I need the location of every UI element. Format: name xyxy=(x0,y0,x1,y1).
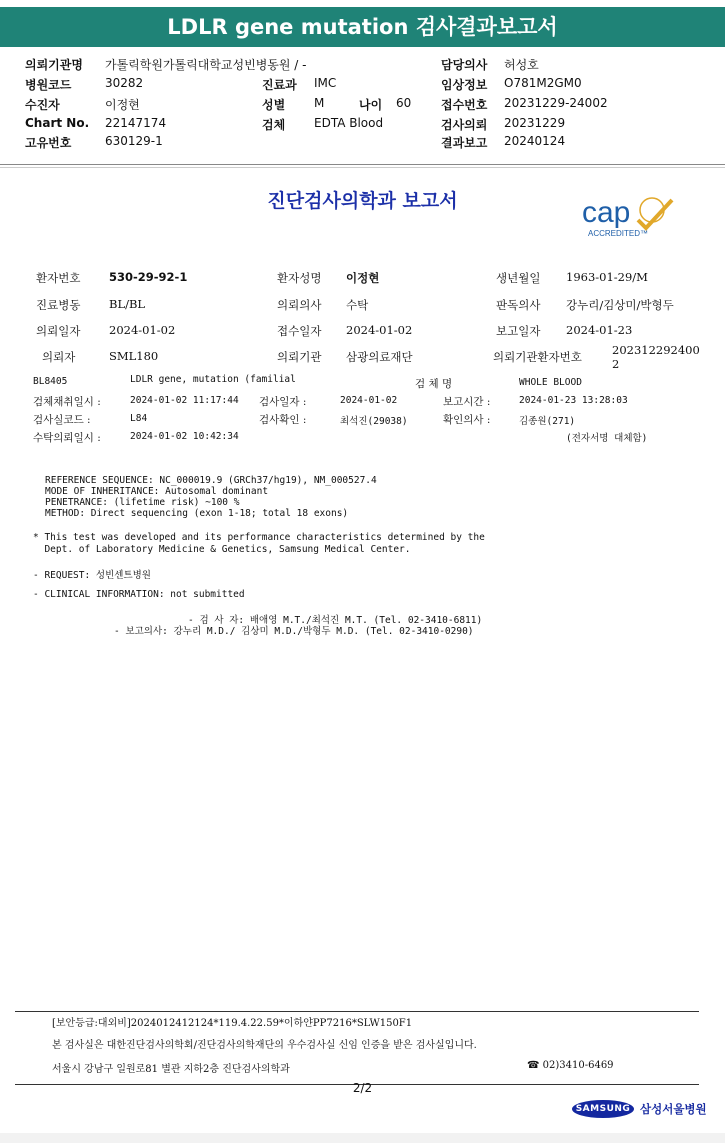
phone-line: ☎ 02)3410-6469 xyxy=(527,1060,614,1071)
info-label: 접수일자 xyxy=(277,324,322,338)
info-label: 진료병동 xyxy=(36,298,81,312)
header-label: 임상정보 xyxy=(441,78,488,92)
header-value: EDTA Blood xyxy=(314,116,384,130)
cap-logo-word: cap xyxy=(582,196,631,229)
header-divider-shadow xyxy=(0,167,725,168)
info-label: 의뢰기관환자번호 xyxy=(493,350,582,364)
header-value: 30282 xyxy=(105,76,144,90)
samsung-logo: SAMSUNG xyxy=(572,1100,634,1118)
info-label: 의뢰일자 xyxy=(36,324,81,338)
header-value: 20231229 xyxy=(504,116,566,130)
meta-label: 검사일자 : xyxy=(259,396,307,408)
info-value: 2024-01-02 xyxy=(109,323,176,337)
tester-line: - 검 사 자: 배애영 M.T./최석진 M.T. (Tel. 02-3410-6811) xyxy=(188,615,483,626)
test-name: LDLR gene, mutation (familial xyxy=(130,374,296,385)
info-value: 2024-01-02 xyxy=(346,323,413,337)
address-line: 서울시 강남구 일원로81 별관 지하2층 진단검사의학과 xyxy=(52,1064,290,1075)
header-value: 가톨릭학원가톨릭대학교성빈병동원 / - xyxy=(105,58,307,72)
header-value: 20231229-24002 xyxy=(504,96,608,110)
body-line: METHOD: Direct sequencing (exon 1-18; total 18 exons) xyxy=(45,508,349,519)
meta-value: 2024-01-02 xyxy=(340,395,398,406)
security-line: [보안등급:대외비]2024012412124*119.4.22.59*이하얀PP7216*SLW150F1 xyxy=(52,1018,413,1029)
header-divider xyxy=(0,164,725,165)
meta-label: 보고시간 : xyxy=(443,396,491,408)
info-value: 삼광의료재단 xyxy=(346,350,413,364)
hospital-name: 삼성서울병원 xyxy=(640,1102,707,1116)
note-line: * This test was developed and its performance characteristics determined by the xyxy=(33,532,485,543)
cap-accredited-logo xyxy=(580,192,676,240)
info-value: 강누리/김상미/박형두 xyxy=(566,298,674,312)
info-label: 의뢰자 xyxy=(42,350,76,364)
request-line: - REQUEST: 성빈센트병원 xyxy=(33,570,151,581)
meta-value: L84 xyxy=(130,413,148,424)
page-number: 2/2 xyxy=(352,1081,373,1095)
meta-label: 수탁의뢰일시 : xyxy=(33,432,101,444)
meta-value: 2024-01-23 13:28:03 xyxy=(519,395,628,406)
header-label: 결과보고 xyxy=(441,136,488,150)
header-label: 병원코드 xyxy=(25,78,72,92)
specimen-value: WHOLE BLOOD xyxy=(519,377,582,388)
patient-number: 530-29-92-1 xyxy=(109,270,188,284)
body-line: PENETRANCE: (lifetime risk) ~100 % xyxy=(45,497,240,508)
header-value: IMC xyxy=(314,76,337,90)
meta-label: 검체채취일시 : xyxy=(33,396,101,408)
info-value: 202312292400 xyxy=(612,343,700,357)
header-label: 성별 xyxy=(262,98,286,112)
info-label: 환자번호 xyxy=(36,271,81,285)
info-label: 생년월일 xyxy=(496,271,541,285)
header-value: M xyxy=(314,96,325,110)
info-value: BL/BL xyxy=(109,297,146,311)
header-label: 수진자 xyxy=(25,98,60,112)
header-value: 630129-1 xyxy=(105,134,163,148)
note-line: Dept. of Laboratory Medicine & Genetics, Samsung Medical Center. xyxy=(33,544,411,555)
header-value: 20240124 xyxy=(504,134,566,148)
birth-date: 1963-01-29/M xyxy=(566,270,648,284)
header-label: 나이 xyxy=(359,98,383,112)
header-value: 허성호 xyxy=(504,58,539,72)
specimen-label: 검 체 명 xyxy=(415,378,453,390)
header-value: O781M2GM0 xyxy=(504,76,582,90)
header-label: 의뢰기관명 xyxy=(25,58,83,72)
info-value: 2024-01-23 xyxy=(566,323,633,337)
body-line: REFERENCE SEQUENCE: NC_000019.9 (GRCh37/hg19), NM_000527.4 xyxy=(45,475,377,486)
meta-value: 최석진(29038) xyxy=(340,416,408,427)
info-value: 수탁 xyxy=(346,298,369,312)
report-title: 진단검사의학과 보고서 xyxy=(267,190,458,212)
patient-name: 이정현 xyxy=(346,271,380,285)
body-line: MODE OF INHERITANCE: Autosomal dominant xyxy=(45,486,269,497)
test-code: BL8405 xyxy=(33,376,68,387)
header-value: 22147174 xyxy=(105,116,167,130)
header-label: 고유번호 xyxy=(25,136,72,150)
header-label: Chart No. xyxy=(25,116,90,130)
cap-logo-sub: ACCREDITED™ xyxy=(588,229,649,238)
header-value: 이정현 xyxy=(105,98,140,112)
meta-value: 2024-01-02 10:42:34 xyxy=(130,431,239,442)
certification-line: 본 검사실은 대한진단검사의학회/진단검사의학재단의 우수검사실 신임 인증을 받은 검사실입니다. xyxy=(52,1040,477,1051)
info-label: 의뢰기관 xyxy=(277,350,322,364)
meta-label: 확인의사 : xyxy=(443,414,491,426)
meta-label: 검사실코드 : xyxy=(33,414,91,426)
header-label: 검사의뢰 xyxy=(441,118,488,132)
clinical-line: - CLINICAL INFORMATION: not submitted xyxy=(33,589,245,600)
info-value-wrap: 2 xyxy=(612,357,620,371)
info-value: SML180 xyxy=(109,349,159,363)
signature-note: (전자서명 대체함) xyxy=(566,433,648,444)
info-label: 의뢰의사 xyxy=(277,298,322,312)
header-label: 검체 xyxy=(262,118,286,132)
info-label: 보고일자 xyxy=(496,324,541,338)
meta-label: 검사확인 : xyxy=(259,414,307,426)
info-label: 환자성명 xyxy=(277,271,322,285)
header-label: 접수번호 xyxy=(441,98,488,112)
header-label: 담당의사 xyxy=(441,58,488,72)
meta-value: 2024-01-02 11:17:44 xyxy=(130,395,239,406)
reporter-line: - 보고의사: 강누리 M.D./ 김상미 M.D./박형두 M.D. (Tel. 02-3410-0290) xyxy=(114,626,474,637)
meta-value: 김종원(271) xyxy=(519,416,576,427)
report-banner-title: LDLR gene mutation 검사결과보고서 xyxy=(0,7,725,47)
header-label: 진료과 xyxy=(262,78,297,92)
header-value: 60 xyxy=(396,96,412,110)
info-label: 판독의사 xyxy=(496,298,541,312)
